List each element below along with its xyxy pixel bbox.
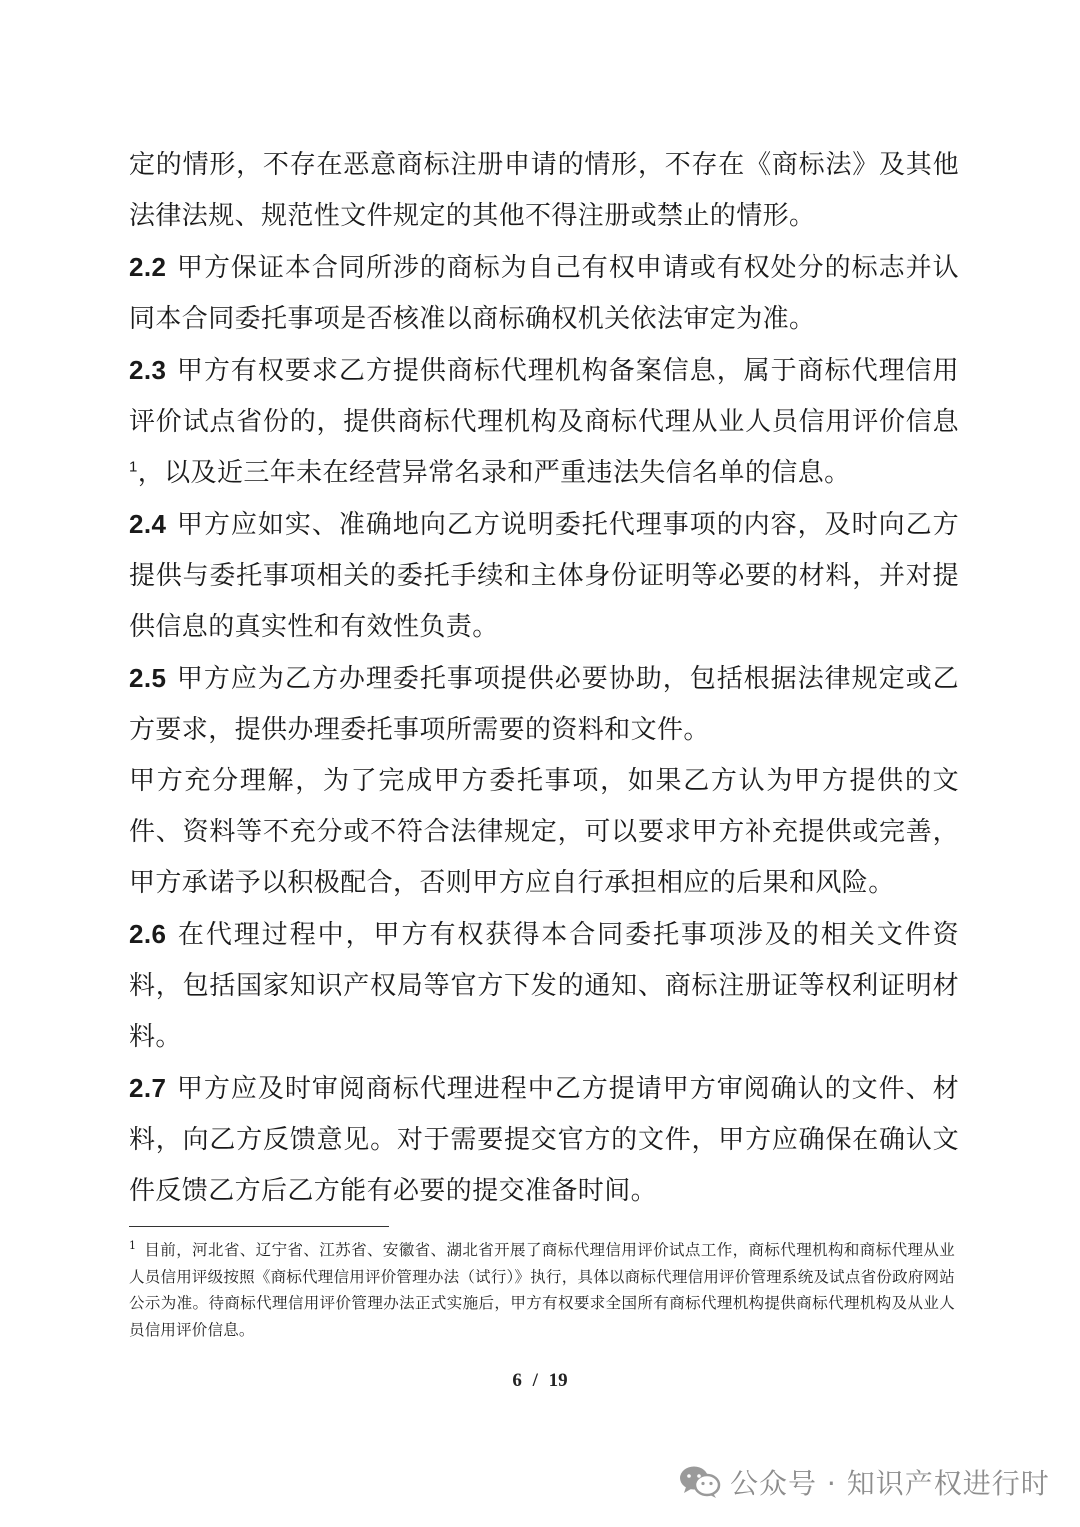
clause-number: 2.7 <box>129 1073 167 1103</box>
watermark <box>678 1462 1050 1502</box>
paragraph-text: 定的情形，不存在恶意商标注册申请的情形，不存在《商标法》及其他法律法规、规范性文件规定的其他不得注册或禁止的情形。 <box>129 150 959 231</box>
clause-text: 甲方应为乙方办理委托事项提供必要协助，包括根据法律规定或乙方要求，提供办理委托事项所需要的资料和文件。 <box>129 664 959 745</box>
clause-text: 甲方保证本合同所涉的商标为自己有权申请或有权处分的标志并认同本合同委托事项是否核准以商标确权机关依法审定为准。 <box>129 253 959 334</box>
footnote-divider <box>129 1226 389 1227</box>
document-body <box>129 140 959 1217</box>
clause-number: 2.5 <box>129 663 167 693</box>
clause-text: 甲方有权要求乙方提供商标代理机构备案信息，属于商标代理信用评价试点省份的，提供商标代理机构及商标代理从业人员信用评价信息 <box>129 356 959 437</box>
clause-2-7 <box>129 1063 959 1217</box>
footnote-reference[interactable]: 1 <box>129 458 138 476</box>
clause-2-2 <box>129 242 959 345</box>
paragraph-understanding <box>129 756 959 909</box>
clause-number: 2.4 <box>129 509 167 539</box>
clause-number: 2.2 <box>129 252 167 282</box>
paragraph-continuation <box>129 140 959 242</box>
paragraph-text: 甲方充分理解，为了完成甲方委托事项，如果乙方认为甲方提供的文件、资料等不充分或不符合法律规定，可以要求甲方补充提供或完善，甲方承诺予以积极配合，否则甲方应自行承担相应的后果和风险。 <box>129 766 959 898</box>
page-number: 6 / 19 <box>512 1370 568 1391</box>
clause-2-6 <box>129 909 959 1063</box>
clause-2-4 <box>129 499 959 653</box>
footnote-text: 目前，河北省、辽宁省、江苏省、安徽省、湖北省开展了商标代理信用评价试点工作，商标代理机构和商标代理从业人员信用评级按照《商标代理信用评价管理办法（试行）》执行，具体以商标代理信用评价管理系统及试点省份政府网站公示为准。待商标代理信用评价管理办法正式实施后，甲方有权要求全国所有商标代理机构提供商标代理机构及从业人员信用评价信息。 <box>129 1241 955 1339</box>
clause-number: 2.3 <box>129 355 167 385</box>
clause-2-5 <box>129 653 959 756</box>
watermark-text: 公众号 · 知识产权进行时 <box>730 1467 1050 1500</box>
clause-text: 在代理过程中，甲方有权获得本合同委托事项涉及的相关文件资料，包括国家知识产权局等官方下发的通知、商标注册证等权利证明材料。 <box>129 920 959 1052</box>
clause-text: 甲方应及时审阅商标代理进程中乙方提请甲方审阅确认的文件、材料，向乙方反馈意见。对于需要提交官方的文件，甲方应确保在确认文件反馈乙方后乙方能有必要的提交准备时间。 <box>129 1074 959 1206</box>
footnote <box>129 1237 955 1343</box>
clause-2-3 <box>129 345 959 499</box>
clause-number: 2.6 <box>129 919 167 949</box>
clause-text-continued: ，以及近三年未在经营异常名录和严重违法失信名单的信息。 <box>137 458 851 488</box>
clause-text: 甲方应如实、准确地向乙方说明委托代理事项的内容，及时向乙方提供与委托事项相关的委托手续和主体身份证明等必要的材料，并对提供信息的真实性和有效性负责。 <box>129 510 959 642</box>
footnote-mark: 1 <box>129 1238 137 1252</box>
wechat-icon <box>678 1464 722 1500</box>
